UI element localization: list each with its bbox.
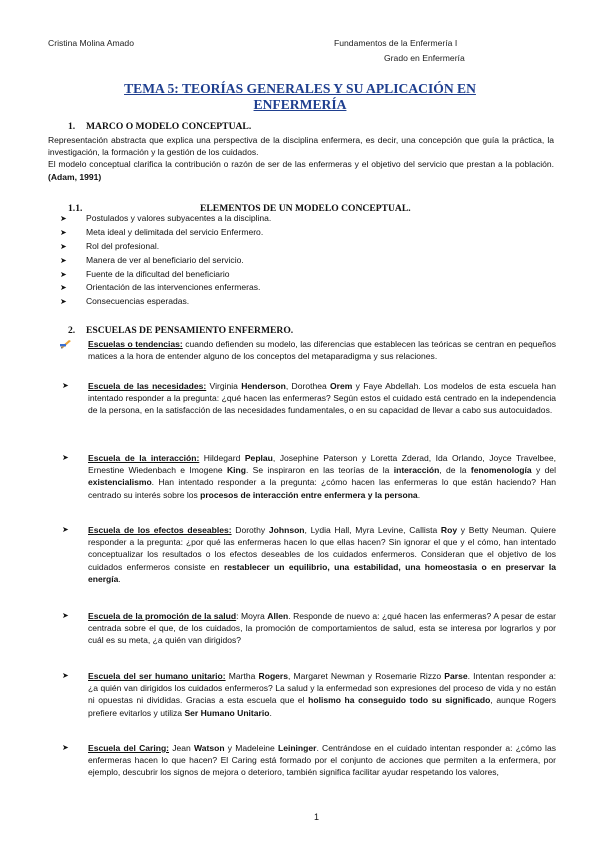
theorist-name: Rogers — [258, 671, 288, 681]
school-text-part: Hildegard — [199, 453, 245, 463]
key-term: procesos de interacción entre enfermera y la persona — [200, 489, 418, 500]
arrow-bullet-icon: ➤ — [60, 269, 67, 279]
theorist-name: Leininger — [277, 743, 317, 753]
school-text-part: . Han intentado responder a la pregunta: ¿cómo hacen las enfermeras lo que están haciendo? Han centrado su interés sobre los — [88, 477, 556, 500]
school-text-part: y Betty Neuman. Quiere responder a la pregunta: ¿por qué las enfermeras hacen lo que ellas hacen? Sin ignorar el que y el cómo, han intentado conceptualizar los resultados o los efectos deseables de los cuidados enfermeros. Consideran que el objetivo de los cuidados enfermeros consiste en — [88, 525, 556, 572]
list-item — [60, 268, 271, 282]
school-text-part: y Faye Abdellah. Los modelos de esta escuela han intentado responder a la pregunta: ¿qué hacen las enfermeras? Según estos el cuidado está centrado en la independencia de la persona, en la satisfacción de las necesidades fundamentales, o en su capacidad de llevar a cabo sus autocuidados. — [88, 381, 557, 416]
key-term: Ser Humano Unitario — [184, 707, 270, 718]
subsection-number: 1.1. — [68, 203, 83, 214]
school-text-part: cuando defienden su modelo, las diferencias que establecen las teóricas se centran en pequeños matices a la hora de entender alguno de los conceptos del metaparadigma y sus relaciones. — [88, 339, 556, 362]
key-term: fenomenología — [470, 465, 532, 476]
school-text-part: y del — [531, 465, 556, 476]
list-item-text: Consecuencias esperadas. — [86, 296, 190, 307]
clarification-body: El modelo conceptual clarifica la contribución o razón de ser de las enfermeras y el objetivo del servicio que prestan a la población. — [48, 159, 554, 170]
list-item — [60, 281, 271, 295]
school-text — [88, 524, 556, 585]
school-text-part: Virginia — [206, 381, 242, 391]
citation: (Adam, 1991) — [48, 171, 102, 182]
list-item-text: Postulados y valores subyacentes a la disciplina. — [86, 213, 272, 223]
school-title: Escuela de la promoción de la salud — [88, 611, 237, 621]
school-interaccion — [62, 452, 556, 501]
school-text-part: . Centrándose en el cuidado intentan responder a: ¿cómo las enfermeras hacen lo que hacen? El Caring está formado por el conjunto de acciones que permiten a la enfermera, por ejemplo, descubrir los signos de mejora o deterioro, también significa facilitar ayudar respetando los valores, — [88, 743, 556, 778]
section-1-paragraph — [48, 134, 554, 183]
school-text-part: , Dorothea — [285, 381, 331, 391]
school-text — [88, 380, 556, 417]
arrow-bullet-icon: ➤ — [60, 283, 67, 293]
header-degree: Grado en Enfermería — [384, 53, 465, 63]
school-title: Escuelas o tendencias: — [88, 339, 183, 349]
list-item-text: Fuente de la dificultad del beneficiario — [86, 268, 230, 279]
list-item-text: Orientación de las intervenciones enfermeras. — [86, 282, 261, 293]
school-ser-humano-unitario — [62, 670, 556, 719]
school-text-part: . Se inspiraron en las teorías de la — [245, 465, 394, 476]
arrow-bullet-icon: ➤ — [60, 241, 67, 251]
school-text-part: . — [269, 707, 272, 718]
school-text — [88, 338, 556, 362]
arrow-bullet-icon: ➤ — [62, 743, 69, 752]
school-necesidades — [62, 380, 556, 417]
list-item — [60, 212, 271, 226]
school-title: Escuela de la interacción: — [88, 453, 200, 463]
school-text — [88, 742, 556, 779]
school-text — [88, 610, 556, 647]
school-text-part: y Madeleine — [224, 743, 278, 753]
elements-list — [60, 212, 271, 309]
page-title: TEMA 5: TEORÍAS GENERALES Y SU APLICACIÓN EN ENFERMERÍA — [124, 81, 476, 112]
theorist-name: Johnson — [268, 525, 305, 535]
arrow-bullet-icon: ➤ — [60, 227, 67, 237]
school-text-part: , de la — [439, 465, 471, 476]
school-text-part: , aunque Rogers prefiere evitarlos y utiliza — [88, 695, 556, 718]
school-text-part: . Intentan responder a: ¿a quién van dirigidos los cuidados enfermeros? La salud y la enfermedad son expresiones del proceso de vida y no están ni opuestas ni divididas. Gracias a esta escuela que el — [88, 671, 556, 706]
key-term: restablecer un equilibrio, una estabilidad, una homeostasia o en preservar la energía — [88, 561, 556, 584]
key-term: interacción — [393, 465, 440, 476]
theorist-name: Orem — [330, 381, 353, 391]
list-item — [60, 254, 271, 268]
school-text-part: , Lydia Hall, Myra Levine, Callista — [304, 525, 441, 535]
school-title: Escuela del Caring: — [88, 743, 170, 753]
arrow-bullet-icon: ➤ — [62, 611, 69, 620]
school-promocion-salud — [62, 610, 556, 647]
theorist-name: King — [226, 465, 246, 476]
school-title: Escuela de las necesidades: — [88, 381, 207, 391]
school-text-part: Jean — [169, 743, 195, 753]
school-tendencias — [62, 338, 556, 362]
pencil-icon — [60, 339, 72, 349]
header-course: Fundamentos de la Enfermería I — [334, 38, 458, 48]
school-text-part: Martha — [225, 671, 259, 681]
school-text — [88, 670, 556, 719]
school-text-part: , Margaret Newman y Rosemarie Rizzo — [288, 671, 445, 681]
school-text-part: , Josephine Paterson y Loretta Zderad, Ida Orlando, Joyce Travelbee, Ernestine Wiedenbach e Imogene — [88, 453, 557, 476]
arrow-bullet-icon: ➤ — [62, 525, 69, 534]
school-title: Escuela del ser humano unitario: — [88, 671, 226, 681]
school-text-part: . Responde de nuevo a: ¿qué hacen las enfermeras? A pesar de estar centrada sobre el que, de los cuidados, la promoción de comportamientos de salud, esta se interesa por lograrlos y por cuál es su meta, ¿a quién van dirigidos? — [88, 611, 556, 646]
page-number: 1 — [314, 812, 320, 822]
section-2-number: 2. — [68, 325, 76, 336]
school-text — [88, 452, 556, 501]
arrow-bullet-icon: ➤ — [60, 255, 67, 265]
arrow-bullet-icon: ➤ — [60, 297, 67, 307]
arrow-bullet-icon: ➤ — [62, 381, 69, 390]
school-text-part: . — [118, 573, 121, 584]
section-2-heading: ESCUELAS DE PENSAMIENTO ENFERMERO. — [86, 325, 294, 336]
theorist-name: Allen — [267, 611, 289, 621]
school-text-part: Dorothy — [231, 525, 269, 535]
list-item-text: Manera de ver al beneficiario del servicio. — [86, 254, 244, 265]
key-term: existencialismo — [88, 477, 152, 488]
theorist-name: Roy — [440, 525, 458, 535]
school-text-part: . — [417, 489, 421, 500]
list-item-text: Rol del profesional. — [86, 240, 160, 251]
school-caring — [62, 742, 556, 779]
section-1-number: 1. — [68, 121, 76, 132]
key-term: holismo ha conseguido todo su significado — [308, 695, 491, 706]
clarification-text — [48, 158, 554, 182]
school-text-part: : Moyra — [236, 611, 268, 621]
header-author: Cristina Molina Amado — [48, 38, 134, 48]
list-item — [60, 240, 271, 254]
theorist-name: Henderson — [241, 381, 286, 391]
subsection-heading: ELEMENTOS DE UN MODELO CONCEPTUAL. — [200, 203, 411, 214]
theorist-name: Parse — [444, 671, 468, 681]
arrow-bullet-icon: ➤ — [60, 214, 67, 223]
arrow-bullet-icon: ➤ — [62, 671, 69, 680]
theorist-name: Watson — [194, 743, 225, 753]
list-item — [60, 295, 271, 309]
list-item — [60, 226, 271, 240]
arrow-bullet-icon: ➤ — [62, 453, 69, 462]
theorist-name: Peplau — [244, 453, 273, 463]
definition-text: Representación abstracta que explica una perspectiva de la disciplina enfermera, es decir, una concepción que guía la práctica, la investigación, la formación y la gestión de los cuidados. — [48, 135, 554, 158]
list-item-text: Meta ideal y delimitada del servicio Enfermero. — [86, 226, 264, 237]
section-1-heading: MARCO O MODELO CONCEPTUAL. — [86, 121, 252, 132]
school-efectos-deseables — [62, 524, 556, 585]
school-title: Escuela de los efectos deseables: — [88, 525, 232, 535]
